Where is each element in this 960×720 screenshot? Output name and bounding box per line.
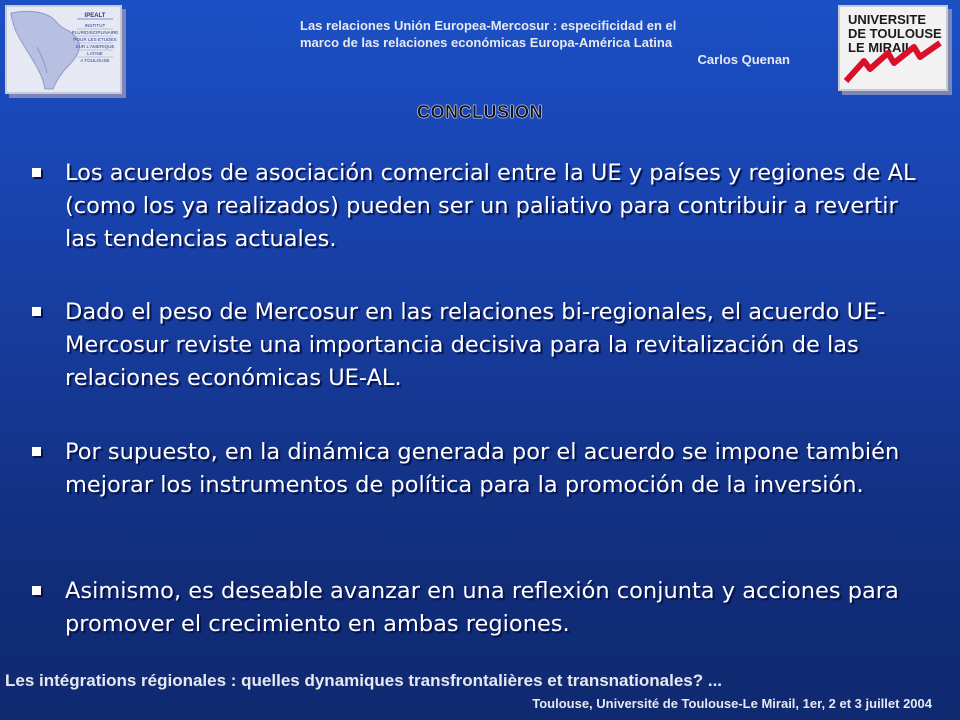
- svg-text:UNIVERSITE: UNIVERSITE: [848, 12, 927, 27]
- universite-logo: [838, 5, 948, 91]
- ipealt-map-logo-icon: [7, 7, 120, 92]
- ipealt-logo: [5, 5, 122, 94]
- svg-text:SUR L'AMERIQUE: SUR L'AMERIQUE: [75, 44, 115, 49]
- header-line-2: marco de las relaciones económicas Europa-América Latina: [300, 35, 673, 50]
- header-line-1: Las relaciones Unión Europea-Mercosur : especificidad en el: [300, 18, 677, 33]
- svg-text:PLURIDISCIPLINAIRE: PLURIDISCIPLINAIRE: [71, 30, 119, 35]
- footer-conference-title: Les intégrations régionales : quelles dynamiques transfrontalières et transnationales? ...: [5, 671, 723, 690]
- bullet-square-icon: [32, 168, 41, 177]
- svg-text:DE TOULOUSE: DE TOULOUSE: [848, 26, 942, 41]
- list-item: [32, 157, 932, 256]
- bullet-text: Por supuesto, en la dinámica generada por el acuerdo se impone también mejorar los instrumentos de política para la promoción de la inversión.: [65, 439, 900, 498]
- svg-text:INSTITUT: INSTITUT: [84, 23, 106, 28]
- bullet-text: Dado el peso de Mercosur en las relaciones bi-regionales, el acuerdo UE-Mercosur reviste una importancia decisiva para la revitalización de las relaciones económicas UE-AL.: [65, 299, 886, 391]
- footer-venue-date: Toulouse, Université de Toulouse-Le Mirail, 1er, 2 et 3 juillet 2004: [532, 696, 932, 711]
- slide-title: [0, 102, 960, 123]
- svg-text:LE MIRAIL: LE MIRAIL: [848, 40, 913, 55]
- universite-toulouse-le-mirail-logo-icon: [840, 7, 946, 89]
- list-item: [32, 436, 932, 502]
- list-item: [32, 575, 932, 641]
- bullet-square-icon: [32, 307, 41, 316]
- slide-title-text: CONCLUSION: [417, 102, 543, 122]
- list-item: [32, 296, 932, 395]
- bullet-square-icon: [32, 586, 41, 595]
- bullet-text: Asimismo, es deseable avanzar en una reflexión conjunta y acciones para promover el crecimiento en ambas regiones.: [65, 578, 899, 637]
- svg-text:A TOULOUSE: A TOULOUSE: [80, 58, 110, 63]
- bullet-square-icon: [32, 447, 41, 456]
- bullet-text: Los acuerdos de asociación comercial entre la UE y países y regiones de AL (como los ya realizados) pueden ser un paliativo para contribuir a revertir las tendencias actuales.: [65, 160, 916, 252]
- svg-text:LATINE: LATINE: [87, 51, 103, 56]
- header-author: Carlos Quenan: [697, 52, 790, 67]
- svg-text:POUR LES ETUDES: POUR LES ETUDES: [73, 37, 117, 42]
- presentation-header: [300, 17, 790, 68]
- svg-text:IPEALT: IPEALT: [84, 13, 106, 19]
